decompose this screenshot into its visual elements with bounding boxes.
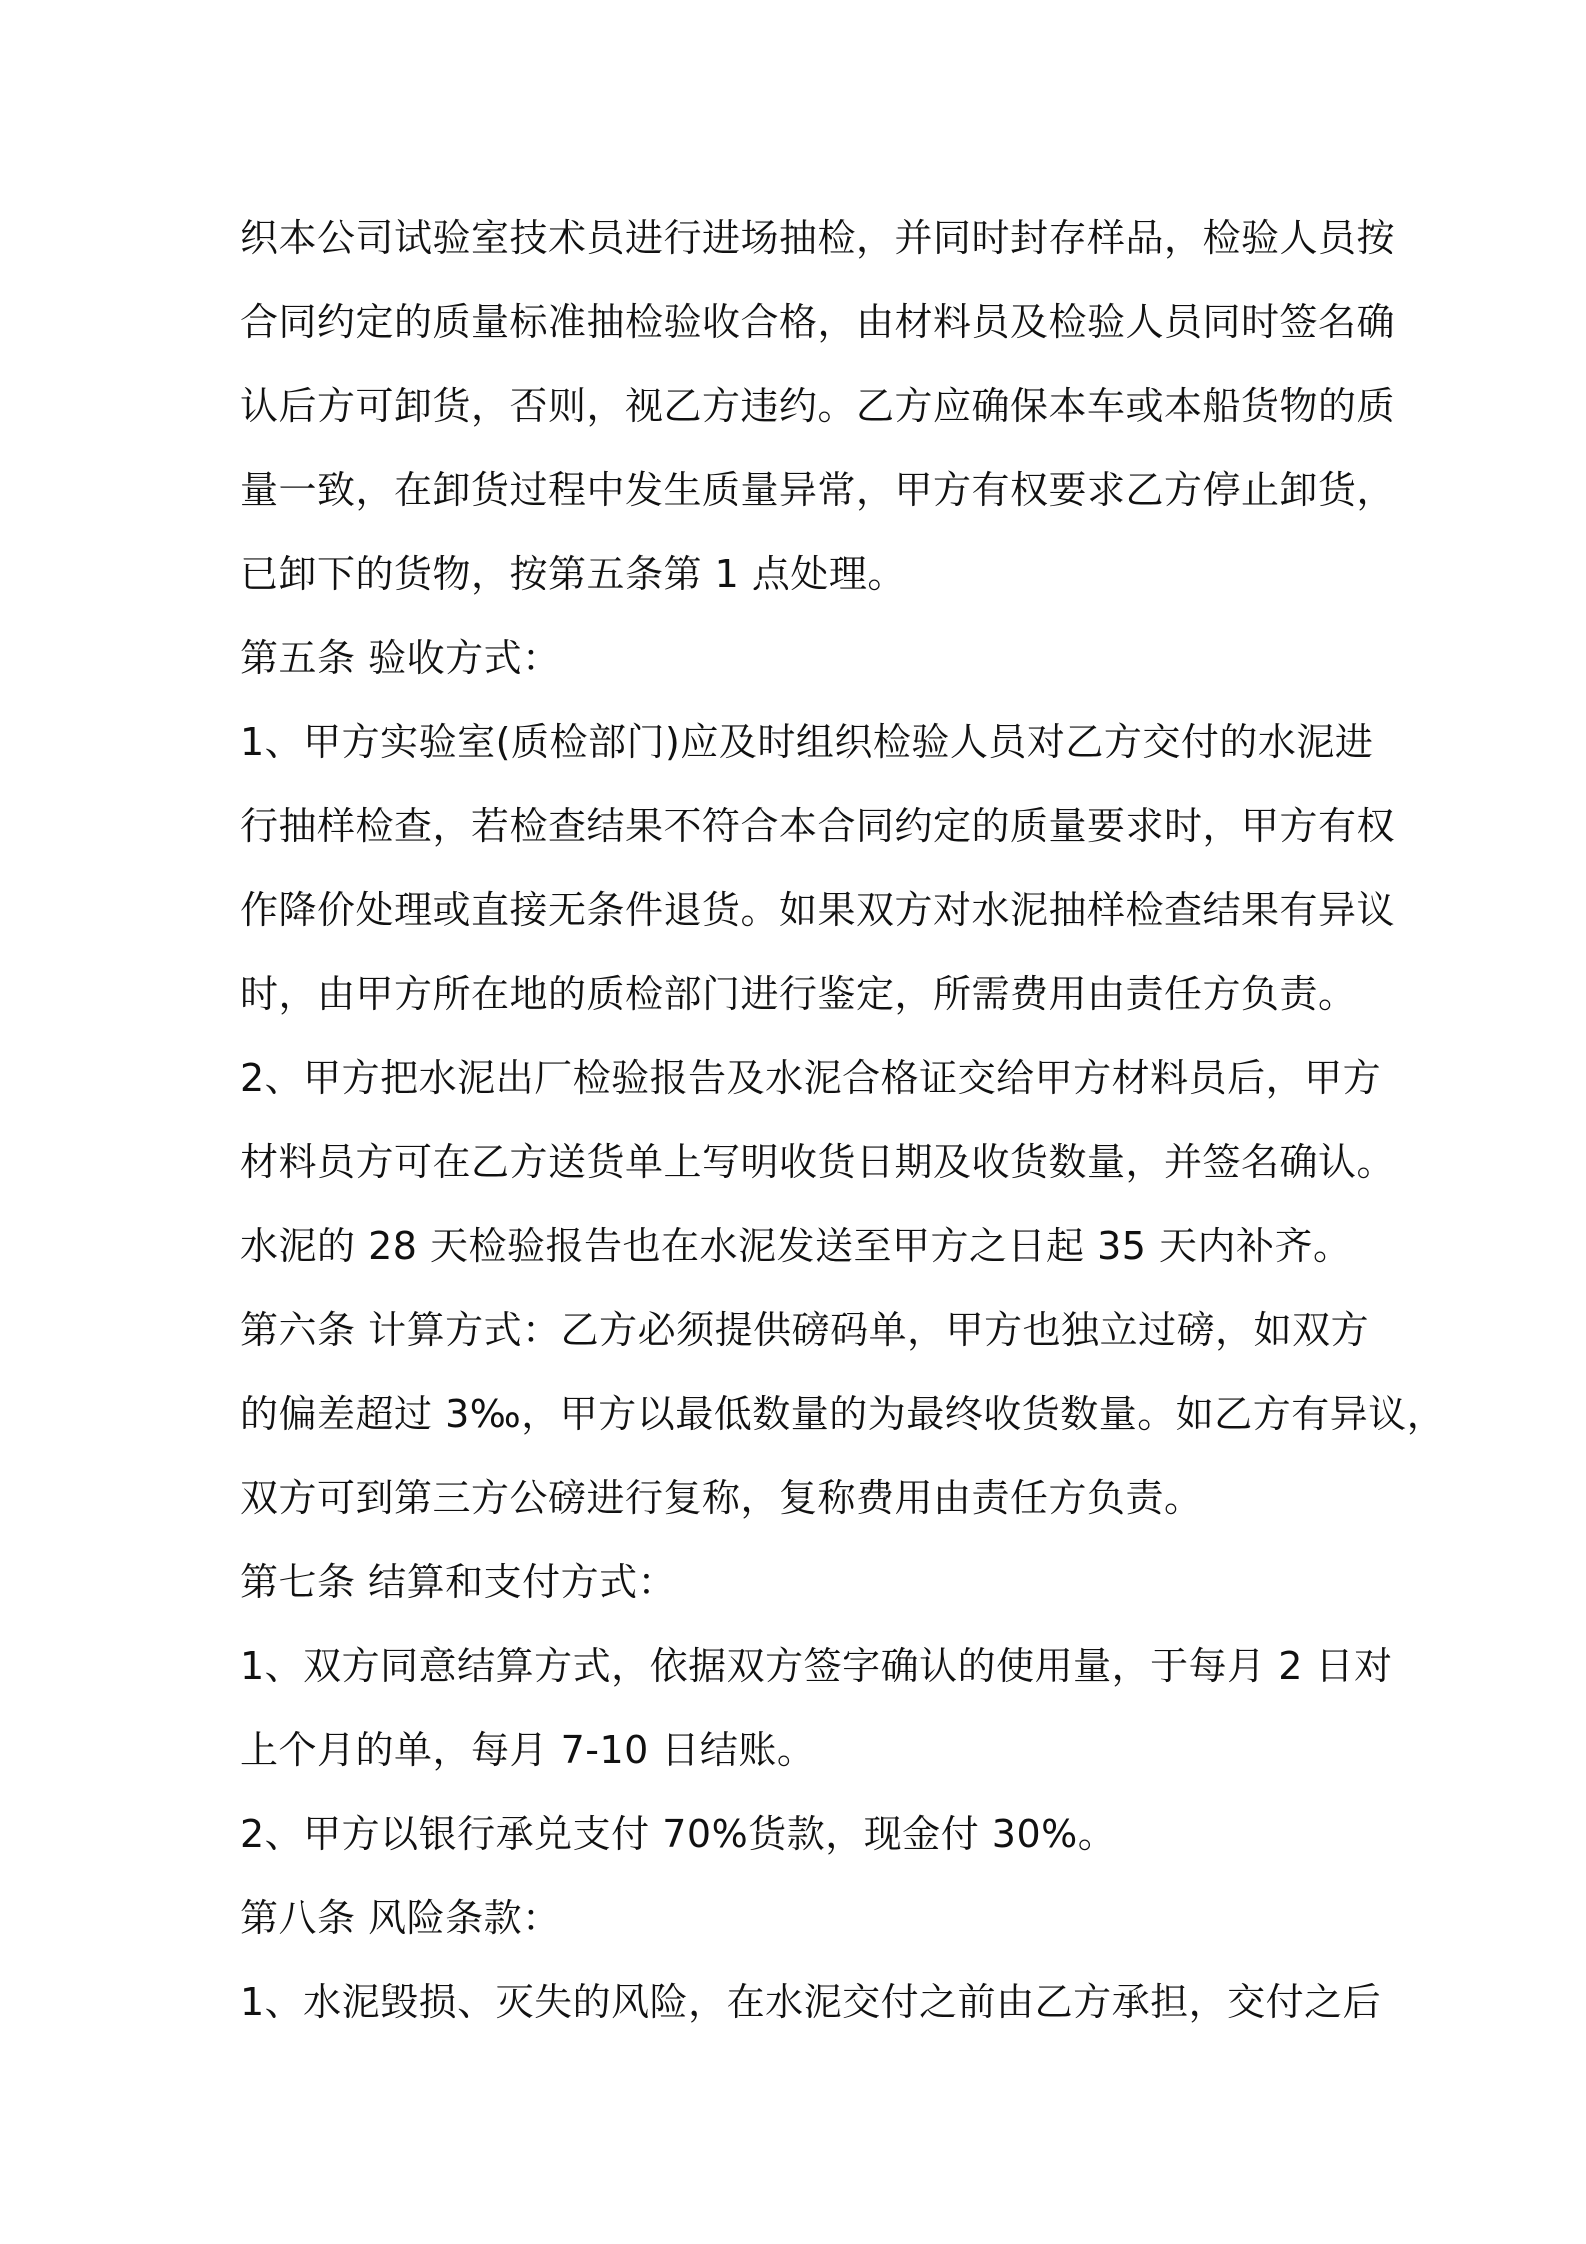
text-line-22: 1、水泥毁损、灭失的风险，在水泥交付之前由乙方承担，交付之后 bbox=[240, 1980, 1382, 2024]
section-heading-article-8: 第八条 风险条款： bbox=[240, 1896, 561, 1940]
text-line-10: 时，由甲方所在地的质检部门进行鉴定，所需费用由责任方负责。 bbox=[240, 972, 1357, 1016]
section-heading-article-6: 第六条 计算方式：乙方必须提供磅码单，甲方也独立过磅，如双方 bbox=[240, 1308, 1370, 1352]
text-line-20: 2、甲方以银行承兑支付 70%货款，现金付 30%。 bbox=[240, 1812, 1117, 1856]
section-heading-article-5: 第五条 验收方式： bbox=[240, 636, 561, 680]
text-line-16: 双方可到第三方公磅进行复称，复称费用由责任方负责。 bbox=[240, 1476, 1203, 1520]
text-line-04: 量一致，在卸货过程中发生质量异常，甲方有权要求乙方停止卸货， bbox=[240, 468, 1396, 512]
text-line-01: 织本公司试验室技术员进行进场抽检，并同时封存样品，检验人员按 bbox=[240, 216, 1396, 260]
text-line-09: 作降价处理或直接无条件退货。如果双方对水泥抽样检查结果有异议 bbox=[240, 888, 1396, 932]
contract-text-body bbox=[240, 196, 1446, 2044]
text-line-13: 水泥的 28 天检验报告也在水泥发送至甲方之日起 35 天内补齐。 bbox=[240, 1224, 1352, 1268]
text-line-18: 1、双方同意结算方式，依据双方签字确认的使用量，于每月 2 日对 bbox=[240, 1644, 1393, 1688]
text-line-02: 合同约定的质量标准抽检验收合格，由材料员及检验人员同时签名确 bbox=[240, 300, 1396, 344]
text-line-07: 1、甲方实验室(质检部门)应及时组织检验人员对乙方交付的水泥进 bbox=[240, 720, 1374, 764]
text-line-15: 的偏差超过 3‰，甲方以最低数量的为最终收货数量。如乙方有异议， bbox=[240, 1392, 1446, 1436]
section-heading-article-7: 第七条 结算和支付方式： bbox=[240, 1560, 677, 1604]
text-line-12: 材料员方可在乙方送货单上写明收货日期及收货数量，并签名确认。 bbox=[240, 1140, 1396, 1184]
text-line-19: 上个月的单，每月 7-10 日结账。 bbox=[240, 1728, 816, 1772]
text-line-05: 已卸下的货物，按第五条第 1 点处理。 bbox=[240, 552, 906, 596]
text-line-11: 2、甲方把水泥出厂检验报告及水泥合格证交给甲方材料员后，甲方 bbox=[240, 1056, 1382, 1100]
text-line-08: 行抽样检查，若检查结果不符合本合同约定的质量要求时，甲方有权 bbox=[240, 804, 1396, 848]
text-line-03: 认后方可卸货，否则，视乙方违约。乙方应确保本车或本船货物的质 bbox=[240, 384, 1396, 428]
